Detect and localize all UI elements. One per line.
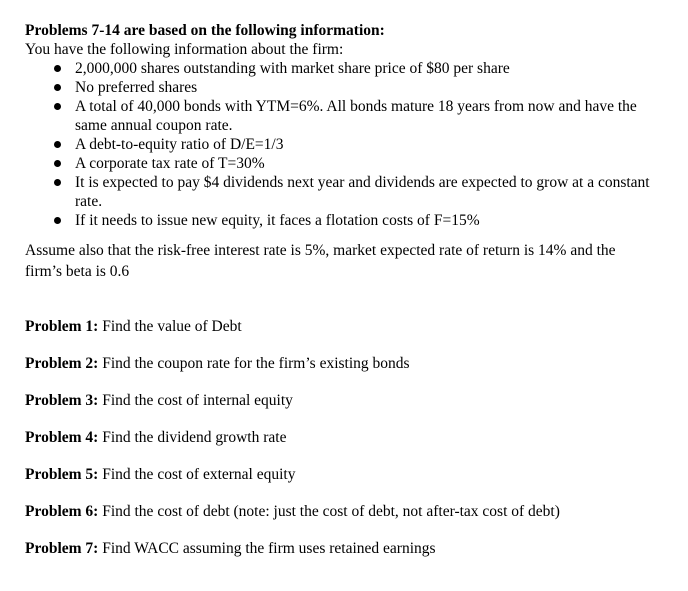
problem-label: Problem 2: — [25, 355, 99, 372]
list-item — [25, 173, 655, 211]
problem-text: Find WACC assuming the firm uses retained earnings — [102, 540, 436, 557]
problem-item — [25, 354, 655, 391]
bullet-icon — [54, 84, 61, 91]
assumption-paragraph: Assume also that the risk-free interest rate is 5%, market expected rate of return is 14% and the firm’s beta is 0.6 — [25, 242, 616, 280]
problem-text: Find the cost of external equity — [102, 466, 296, 483]
problem-label: Problem 3: — [25, 392, 99, 409]
list-item-text: If it needs to issue new equity, it faces a flotation costs of F=15% — [75, 212, 480, 229]
problem-item — [25, 502, 655, 539]
bullet-icon — [54, 160, 61, 167]
list-item-text: No preferred shares — [75, 79, 198, 96]
list-item-text: A total of 40,000 bonds with YTM=6%. All bonds mature 18 years from now and have the same annual coupon rate. — [75, 98, 637, 134]
problem-text: Find the cost of debt (note: just the cost of debt, not after-tax cost of debt) — [102, 503, 560, 520]
problem-item — [25, 465, 655, 502]
list-item — [25, 78, 655, 97]
list-item-text: It is expected to pay $4 dividends next year and dividends are expected to grow at a constant rate. — [75, 174, 650, 210]
problem-text: Find the value of Debt — [102, 318, 242, 335]
problem-text: Find the cost of internal equity — [102, 392, 293, 409]
problem-list — [25, 317, 655, 576]
bullet-icon — [54, 179, 61, 186]
list-item — [25, 154, 655, 173]
list-item — [25, 97, 655, 135]
list-item-text: A debt-to-equity ratio of D/E=1/3 — [75, 136, 284, 153]
problem-label: Problem 5: — [25, 466, 99, 483]
list-item-text: A corporate tax rate of T=30% — [75, 155, 265, 172]
problem-item — [25, 391, 655, 428]
problem-item — [25, 428, 655, 465]
problem-label: Problem 4: — [25, 429, 99, 446]
problem-label: Problem 1: — [25, 318, 99, 335]
problem-label: Problem 7: — [25, 540, 99, 557]
firm-info-list — [25, 59, 655, 230]
bullet-icon — [54, 141, 61, 148]
problem-label: Problem 6: — [25, 503, 99, 520]
bullet-icon — [54, 65, 61, 72]
section-heading: Problems 7-14 are based on the following information: — [25, 22, 385, 39]
list-item-text: 2,000,000 shares outstanding with market share price of $80 per share — [75, 60, 510, 77]
problem-item — [25, 317, 655, 354]
bullet-icon — [54, 103, 61, 110]
problem-item — [25, 539, 655, 576]
document — [25, 21, 655, 576]
bullet-icon — [54, 217, 61, 224]
list-item — [25, 135, 655, 154]
list-item — [25, 211, 655, 230]
list-item — [25, 59, 655, 78]
intro-text: You have the following information about the firm: — [25, 41, 344, 58]
problem-text: Find the dividend growth rate — [102, 429, 287, 446]
problem-text: Find the coupon rate for the firm’s existing bonds — [102, 355, 410, 372]
